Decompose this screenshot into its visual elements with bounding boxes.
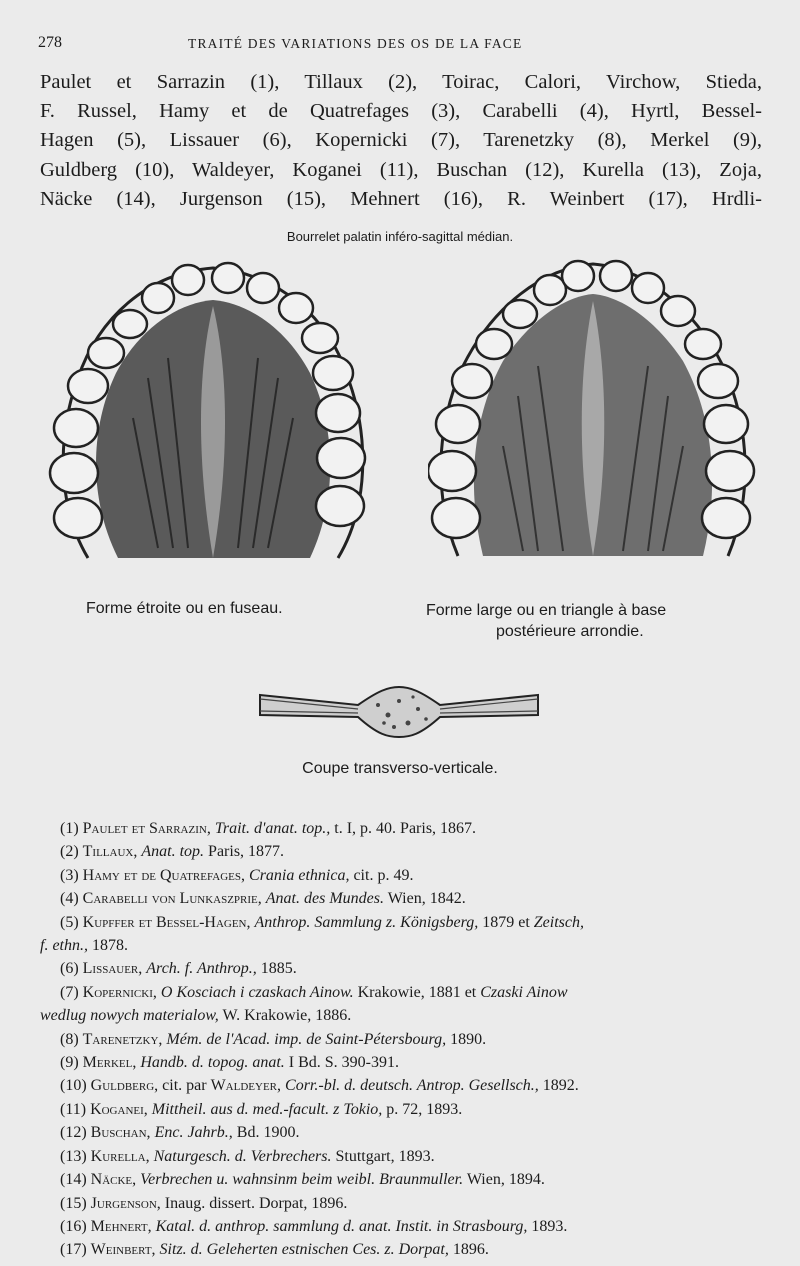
footnote-work: Arch. f. Anthrop., (146, 960, 257, 978)
footnote-work: Zeitsch, (533, 913, 584, 931)
footnote (40, 1215, 766, 1238)
footnote-number: (10) (60, 1077, 87, 1095)
footnote-number: (1) (60, 820, 79, 837)
cross-section-illustration (258, 683, 540, 739)
footnote (40, 1121, 766, 1144)
footnote-work: Crania ethnica, (249, 866, 350, 884)
footnote (40, 817, 766, 840)
footnote-detail: 1896. (452, 1241, 489, 1259)
body-line: Paulet et Sarrazin (1), Tillaux (2), Toirac, Calori, Virchow, Stieda, (40, 71, 762, 93)
footnote-author: Merkel, (82, 1054, 137, 1072)
figure-title: Bourrelet palatin inféro-sagittal médian. (286, 229, 514, 244)
footnote-number: (11) (60, 1100, 87, 1118)
footnote (40, 1028, 766, 1051)
footnote-work: Katal. d. anthrop. sammlung d. anat. Instit. in Strasbourg, (155, 1217, 528, 1235)
footnote-work: Mittheil. aus d. med.-facult. z Tokio, (151, 1100, 383, 1118)
footnote-detail: Wien, 1894. (466, 1171, 545, 1189)
palate-narrow-illustration (48, 258, 378, 588)
footnote-number: (15) (60, 1194, 87, 1212)
footnote-author: Weinbert, (90, 1241, 156, 1259)
footnote-number: (5) (60, 913, 79, 931)
footnote-work: f. ethn., (40, 937, 88, 955)
footnote-author: Buschan, (90, 1124, 151, 1142)
footnote-number: (12) (60, 1124, 87, 1142)
footnote-number: (14) (60, 1171, 87, 1189)
footnote-author: Hamy et de Quatrefages, (82, 866, 246, 884)
footnote-continuation (40, 934, 766, 957)
footnote-author: Kurella, (90, 1147, 150, 1165)
body-line: Hagen (5), Lissauer (6), Kopernicki (7), Tarenetzky (8), Merkel (9), (40, 129, 762, 152)
footnote-author: Näcke, (90, 1171, 137, 1189)
footnote (40, 1051, 766, 1074)
footnote-work: O Kosciach i czaskach Ainow. (160, 983, 354, 1001)
footnote-author: Jurgenson, (90, 1194, 161, 1212)
footnote-work: Mém. de l'Acad. imp. de Saint-Pétersbourg, (166, 1030, 447, 1048)
footnote-author: Mehnert, (90, 1217, 152, 1235)
body-paragraph (40, 68, 762, 214)
footnote-author: Guldberg, (90, 1077, 159, 1095)
footnote-work: Anat. top. (141, 843, 205, 861)
footnote-detail: 1885. (260, 960, 297, 978)
footnote (40, 1238, 766, 1261)
footnote-detail: cit. par (162, 1077, 207, 1095)
footnote-detail: cit. p. 49. (353, 866, 414, 884)
body-line: F. Russel, Hamy et de Quatrefages (3), Carabelli (4), Hyrtl, Bessel- (40, 100, 762, 123)
footnote-author: Tillaux, (82, 843, 138, 861)
footnote-work: wedlug nowych materialow, (40, 1007, 219, 1025)
footnote (40, 911, 766, 934)
palate-wide-illustration (428, 256, 758, 586)
footnote-detail: 1892. (542, 1077, 579, 1095)
footnote-work: Handb. d. topog. anat. (140, 1054, 285, 1072)
footnote-author: Carabelli von Lunkaszprie, (82, 890, 262, 908)
footnote-work: Anthrop. Sammlung z. Königsberg, (254, 913, 479, 931)
footnote-detail: 1893. (531, 1217, 568, 1235)
footnote (40, 840, 766, 863)
footnote-author: Kupffer et Bessel-Hagen, (82, 913, 251, 931)
section-caption: Coupe transverso-verticale. (302, 760, 498, 777)
footnote-detail: Wien, 1842. (387, 890, 466, 908)
footnote (40, 1168, 766, 1191)
footnote-detail: t. I, p. 40. Paris, 1867. (334, 820, 477, 837)
footnote-detail: I Bd. S. 390-391. (288, 1054, 400, 1072)
footnote (40, 1074, 766, 1097)
footnote-work: Corr.-bl. d. deutsch. Antrop. Gesellsch., (285, 1077, 539, 1095)
footnote-detail: 1879 et (482, 913, 530, 931)
footnote-number: (16) (60, 1217, 87, 1235)
running-title: TRAITÉ DES VARIATIONS DES OS DE LA FACE (188, 36, 523, 51)
footnote-author: Kopernicki, (82, 983, 157, 1001)
footnote-author: Paulet et Sarrazin, (82, 820, 211, 837)
footnote-detail: Paris, 1877. (208, 843, 285, 861)
footnote-work: Verbrechen u. wahnsinm beim weibl. Braunmuller. (140, 1171, 464, 1189)
footnote (40, 887, 766, 910)
footnote-work: Enc. Jahrb., (154, 1124, 233, 1142)
footnote-number: (7) (60, 983, 79, 1001)
footnote-work: Sitz. d. Geleherten estnischen Ces. z. Dorpat, (159, 1241, 449, 1259)
footnote-continuation (40, 1004, 766, 1027)
footnote-number: (2) (60, 843, 79, 861)
page-number: 278 (38, 34, 62, 51)
figure-caption-left: Forme étroite ou en fuseau. (86, 600, 283, 617)
footnote-work: Anat. des Mundes. (265, 890, 384, 908)
footnote-author: Waldeyer, (210, 1077, 282, 1095)
footnote-work: Naturgesch. d. Verbrechers. (153, 1147, 332, 1165)
footnote-detail: 1890. (450, 1030, 487, 1048)
footnote-number: (13) (60, 1147, 87, 1165)
footnote-detail: Inaug. dissert. Dorpat, 1896. (164, 1194, 348, 1212)
footnote (40, 1098, 766, 1121)
footnote-detail: Stuttgart, 1893. (335, 1147, 435, 1165)
caption-right-line: Forme large ou en triangle à base (426, 602, 667, 619)
footnotes (40, 817, 766, 1262)
footnote-detail: Krakowie, 1881 et (357, 983, 477, 1001)
body-line: Näcke (14), Jurgenson (15), Mehnert (16), R. Weinbert (17), Hrdli- (40, 187, 762, 210)
footnote-detail: Bd. 1900. (236, 1124, 300, 1142)
footnote (40, 981, 766, 1004)
body-line: Guldberg (10), Waldeyer, Koganei (11), Buschan (12), Kurella (13), Zoja, (40, 158, 762, 181)
running-header (38, 34, 768, 54)
footnote (40, 864, 766, 887)
footnote-detail: p. 72, 1893. (386, 1100, 463, 1118)
footnote-detail: 1878. (92, 937, 128, 955)
footnote-number: (17) (60, 1241, 87, 1259)
footnote-author: Koganei, (90, 1100, 148, 1118)
footnote-detail: W. Krakowie, 1886. (222, 1007, 352, 1025)
footnote-number: (3) (60, 866, 79, 884)
figure-caption-right (426, 600, 766, 642)
footnote-author: Lissauer, (82, 960, 143, 978)
footnote (40, 957, 766, 980)
footnote-number: (4) (60, 890, 79, 908)
footnote-work: Czaski Ainow (480, 983, 568, 1001)
footnote (40, 1192, 766, 1215)
footnote-number: (9) (60, 1054, 79, 1072)
caption-right-line: postérieure arrondie. (496, 623, 644, 640)
footnote-author: Tarenetzky, (82, 1030, 163, 1048)
footnote (40, 1145, 766, 1168)
footnote-number: (6) (60, 960, 79, 978)
footnote-work: Trait. d'anat. top., (214, 820, 331, 837)
footnote-number: (8) (60, 1030, 79, 1048)
